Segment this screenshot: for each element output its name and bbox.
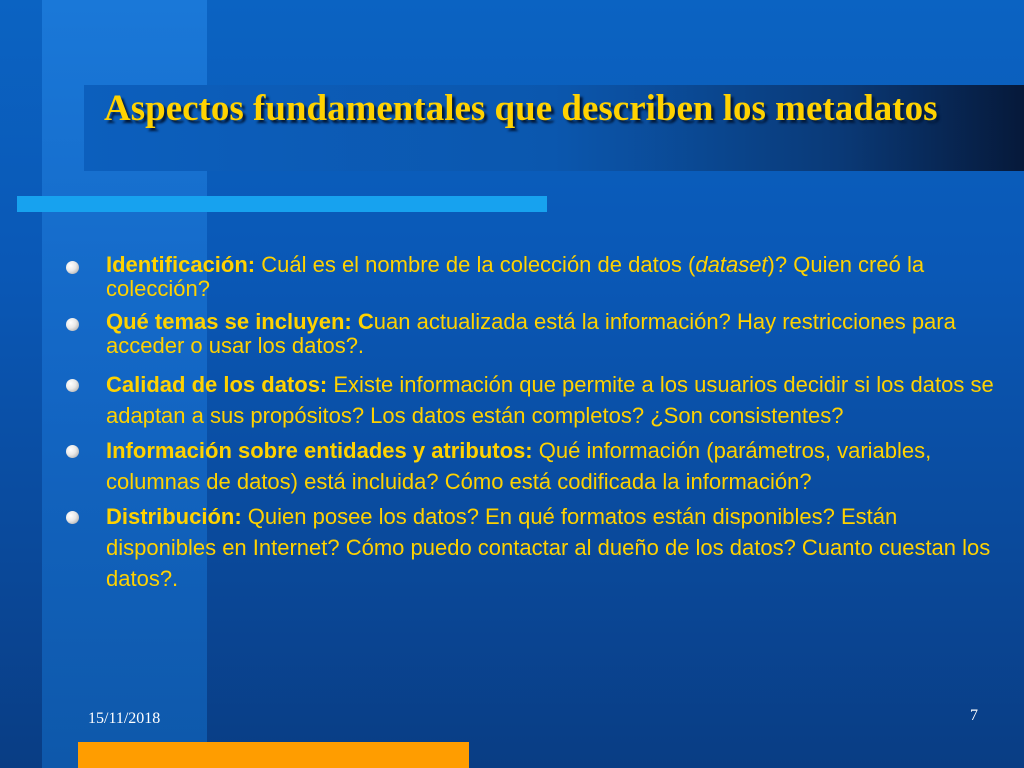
footer-accent-bar [78,742,469,768]
bullet-entidades [66,435,996,497]
bullet-label: Distribución: [106,504,242,529]
bullet-dot-icon [66,318,79,331]
bullet-italic-term: dataset [695,252,768,277]
bullet-label: Identificación: [106,252,256,277]
bullet-text: )? Quien creó la colección? [106,252,925,301]
bullet-temas [66,310,996,358]
bullet-dot-icon [66,379,79,392]
bullet-text: Quien posee los datos? En qué formatos están disponibles? Están disponibles en Internet? Cómo puedo contactar al dueño de los datos? Cuanto cuestan los datos?. [106,504,991,591]
slide-number: 7 [970,707,978,724]
title-accent-bar [17,196,547,212]
bullet-label: Qué temas se incluyen: C [106,309,374,334]
bullet-text: Existe información que permite a los usuarios decidir si los datos se adaptan a sus propósitos? Los datos están completos? ¿Son consistentes? [106,372,994,428]
bullet-text: uan actualizada está la información? Hay restricciones para acceder o usar los datos?. [106,309,956,358]
bullet-text: Qué información (parámetros, variables, columnas de datos) está incluida? Cómo está codificada la información? [106,438,932,494]
bullet-dot-icon [66,261,79,274]
bullet-dot-icon [66,511,79,524]
bullet-calidad [66,369,996,431]
bullet-distribucion [66,501,996,594]
slide-title: Aspectos fundamentales que describen los metadatos [104,88,938,129]
bullet-list [66,253,996,598]
footer-date: 15/11/2018 [88,710,161,727]
bullet-label: Información sobre entidades y atributos: [106,438,533,463]
bullet-text: Cuál es el nombre de la colección de datos ( [255,252,696,277]
bullet-dot-icon [66,445,79,458]
bullet-label: Calidad de los datos: [106,372,328,397]
bullet-identificacion [66,253,996,301]
